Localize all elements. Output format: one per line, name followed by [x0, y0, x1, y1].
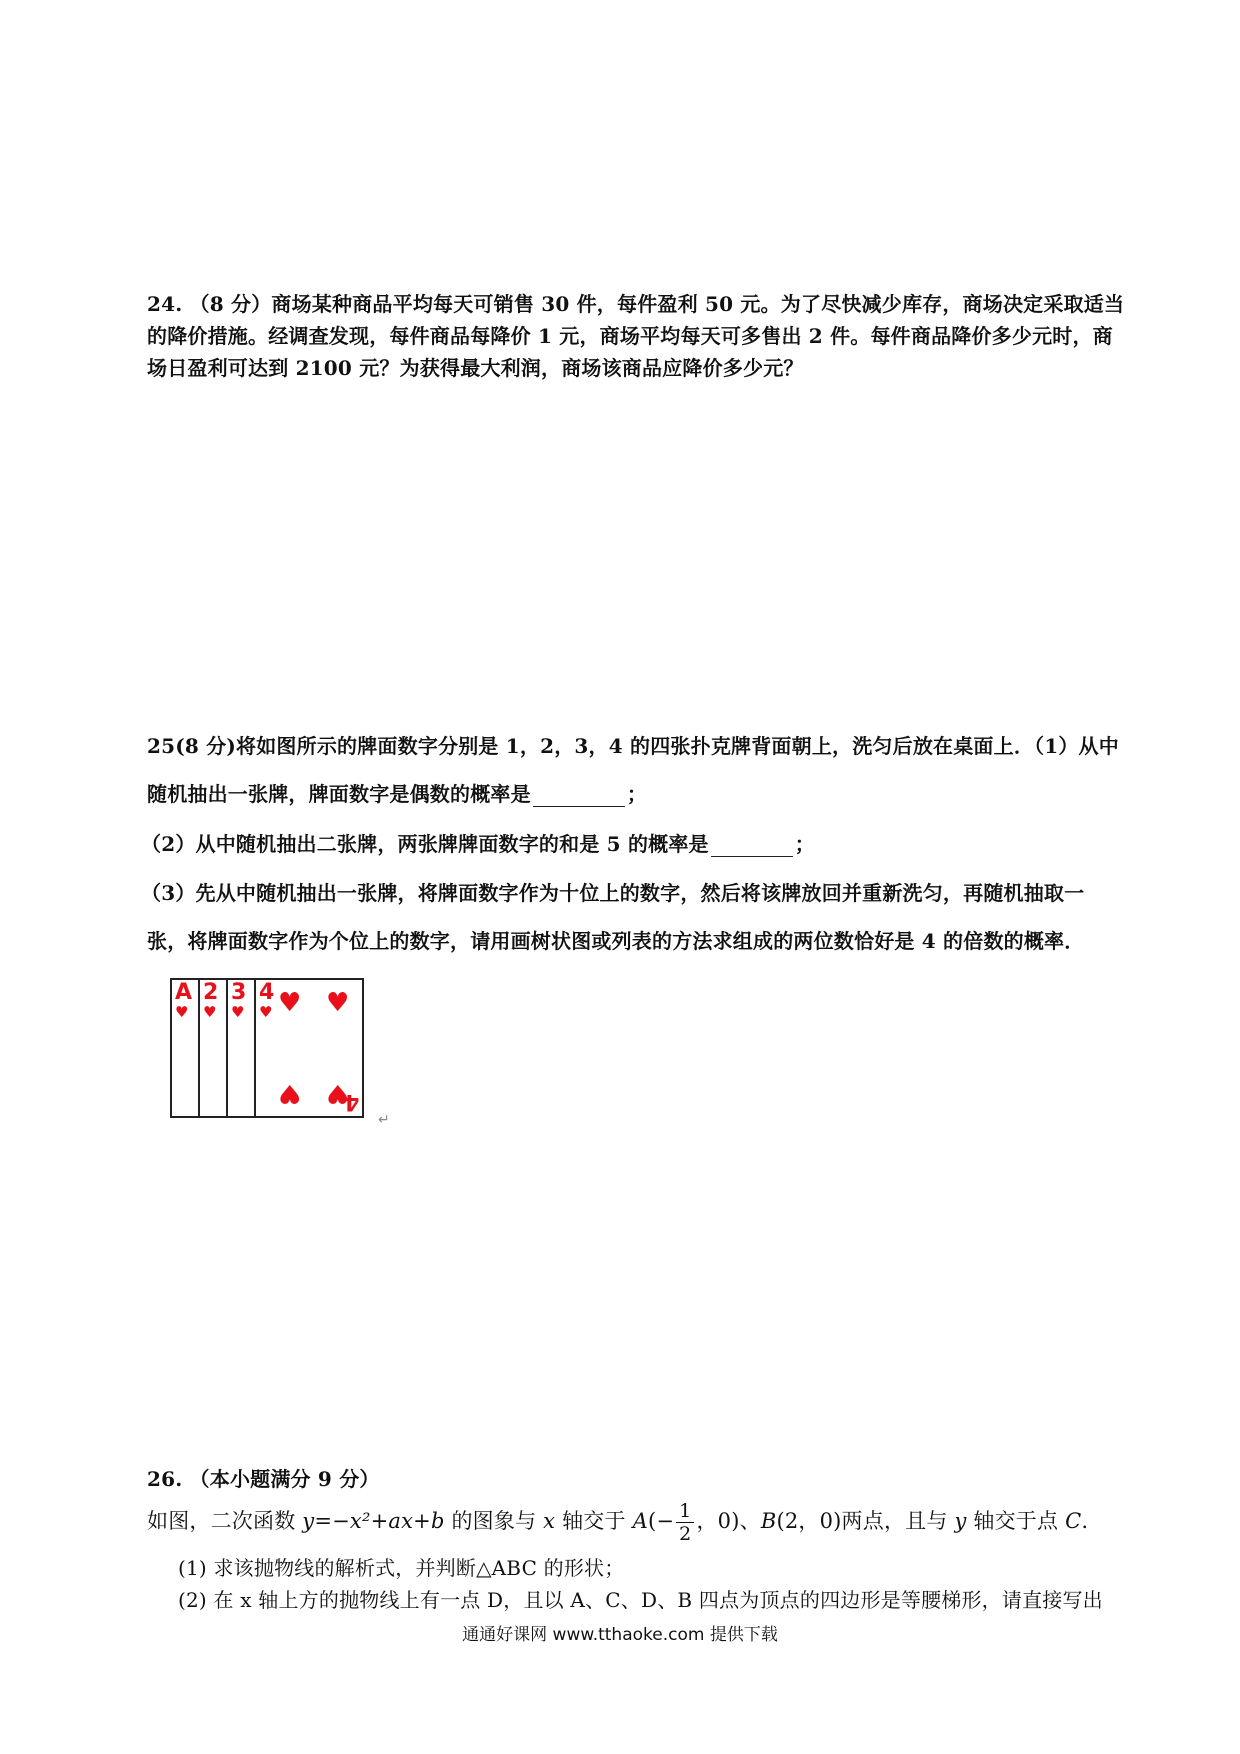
q26-intro-text-b: 的图象与: [444, 1509, 544, 1533]
heart-icon: ♥: [326, 1078, 350, 1108]
q26-intro-text-f: (2，0)两点，且与: [776, 1509, 955, 1533]
heart-icon: ♥: [326, 988, 350, 1018]
q26-intro-text-h: .: [1081, 1509, 1089, 1533]
card-rank-three: 3: [231, 980, 247, 1005]
answer-blank-1[interactable]: [533, 782, 625, 807]
q25-line-1: 25(8 分)将如图所示的牌面数字分别是 1，2，3，4 的四张扑克牌背面朝上，洗匀后放在桌面上．（1）从中: [147, 734, 1119, 758]
q26-title: 26. （本小题满分 9 分）: [147, 1467, 380, 1491]
q26-point-a: A: [632, 1509, 648, 1533]
card-four: [254, 978, 364, 1118]
q26-intro-text-e: ，0)、: [696, 1509, 761, 1533]
q26-intro-text-d: (−: [647, 1509, 675, 1533]
q25-line-3: [141, 828, 815, 857]
heart-icon: ♥: [278, 1078, 302, 1108]
q26-var-y: y: [954, 1509, 967, 1533]
q24-line-2: 的降价措施。经调查发现，每件商品每降价 1 元，商场平均每天可多售出 2 件。每件商品降价多少元时，商: [147, 324, 1113, 348]
q25-line-2-text: 随机抽出一张牌，牌面数字是偶数的概率是: [147, 782, 531, 806]
card-rank-two: 2: [203, 980, 219, 1005]
heart-icon: ♥: [259, 1003, 273, 1021]
q24-line-3: 场日盈利可达到 2100 元？为获得最大利润，商场该商品应降价多少元？: [147, 356, 804, 380]
answer-blank-2[interactable]: [711, 832, 793, 857]
fraction-denominator: 2: [679, 1523, 692, 1545]
q25-line-3-end: ；: [794, 832, 815, 856]
q25-line-5: 张，将牌面数字作为个位上的数字，请用画树状图或列表的方法求组成的两位数恰好是 4 的倍数的概率．: [147, 929, 1085, 953]
q26-point-b: B: [760, 1509, 777, 1533]
q26-intro-text-c: 轴交于: [555, 1509, 633, 1533]
card-rank-ace: A: [175, 980, 193, 1005]
return-mark-icon: ↵: [378, 1112, 390, 1128]
q26-intro-text-a: 如图，二次函数: [147, 1509, 303, 1533]
heart-icon: ♥: [203, 1003, 217, 1021]
q26-intro: [147, 1500, 1088, 1545]
fraction-numerator: 1: [676, 1500, 694, 1523]
card-rank-four-inverted: 4: [344, 1089, 360, 1114]
heart-icon: ♥: [231, 1003, 245, 1021]
q25-line-3-text: （2）从中随机抽出二张牌，两张牌牌面数字的和是 5 的概率是: [141, 832, 709, 856]
playing-cards-figure: [170, 978, 370, 1118]
footer-source: 通通好课网 www.tthaoke.com 提供下载: [462, 1625, 778, 1645]
q26-function: y=−x²+ax+b: [302, 1509, 445, 1533]
q25-line-2: [147, 778, 647, 807]
q24-line-1: 24. （8 分）商场某种商品平均每天可销售 30 件，每件盈利 50 元。为了尽快减少库存，商场决定采取适当: [147, 292, 1125, 316]
q26-intro-text-g: 轴交于点: [966, 1509, 1066, 1533]
q26-var-x: x: [543, 1509, 556, 1533]
heart-icon: ♥: [175, 1003, 189, 1021]
heart-icon: ♥: [278, 988, 302, 1018]
q25-line-4: （3）先从中随机抽出一张牌，将牌面数字作为十位上的数字，然后将该牌放回并重新洗匀，再随机抽取一: [141, 881, 1085, 905]
card-rank-four: 4: [259, 980, 275, 1005]
q26-sub-2: (2) 在 x 轴上方的抛物线上有一点 D，且以 A、C、D、B 四点为顶点的四边形是等腰梯形，请直接写出: [178, 1588, 1103, 1612]
q26-point-c: C: [1065, 1509, 1082, 1533]
fraction-one-half: [676, 1500, 694, 1545]
q25-line-2-end: ；: [626, 782, 648, 806]
q26-sub-1: (1) 求该抛物线的解析式，并判断△ABC 的形状；: [178, 1556, 625, 1580]
